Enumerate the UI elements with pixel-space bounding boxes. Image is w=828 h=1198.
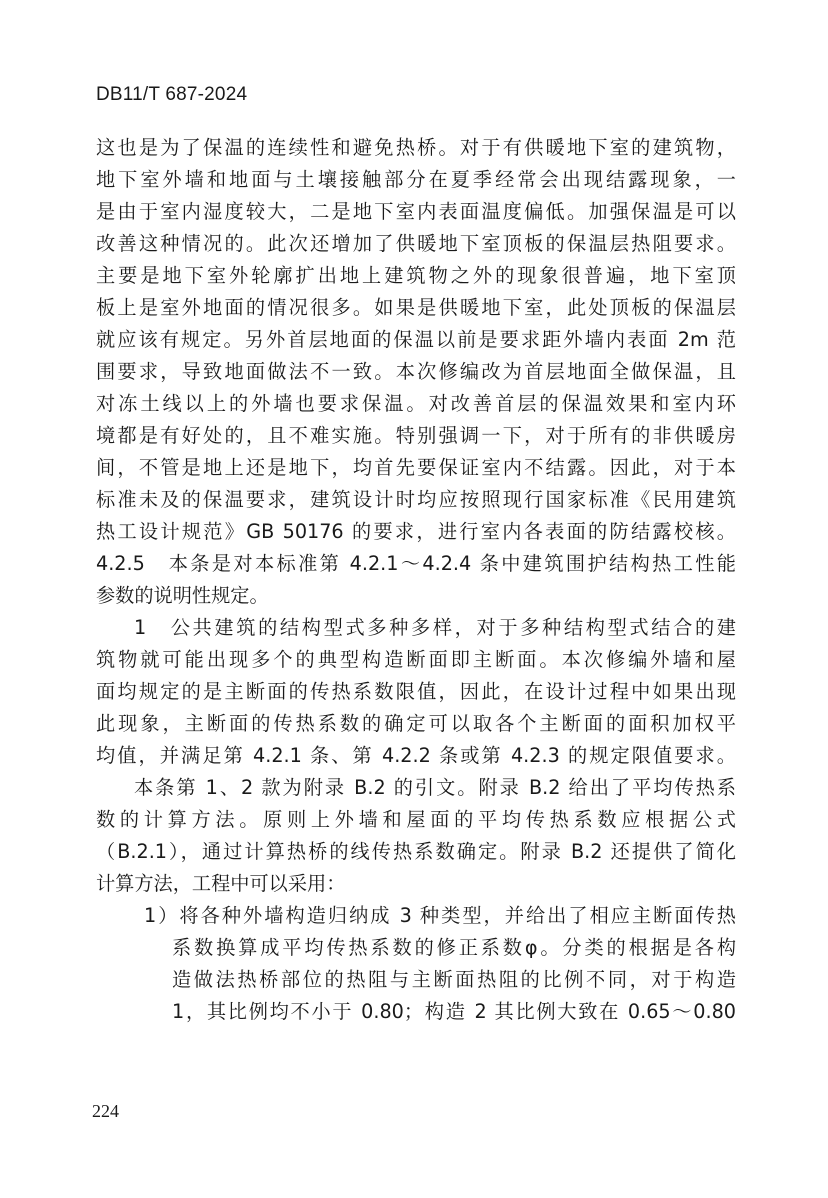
- text-line: （B.2.1），通过计算热桥的线传热系数确定。附录 B.2 还提供了简化: [96, 840, 736, 863]
- list-item-continuation: 造做法热桥部位的热阻与主断面热阻的比例不同，对于构造: [172, 968, 736, 991]
- text-line: 境都是有好处的，且不难实施。特别强调一下，对于所有的非供暖房: [96, 424, 736, 447]
- text-line: 面均规定的是主断面的传热系数限值，因此，在设计过程中如果出现: [96, 680, 736, 703]
- text-line: 这也是为了保温的连续性和避免热桥。对于有供暖地下室的建筑物，: [96, 136, 736, 159]
- text-line: 地下室外墙和地面与土壤接触部分在夏季经常会出现结露现象，一: [96, 168, 736, 191]
- list-item-continuation: 系数换算成平均传热系数的修正系数φ。分类的根据是各构: [172, 936, 736, 959]
- section-heading-4-2-5: 4.2.5 本条是对本标准第 4.2.1～4.2.4 条中建筑围护结构热工性能: [96, 552, 736, 575]
- page-number: 224: [92, 1101, 119, 1121]
- standard-code-header: DB11/T 687-2024: [96, 84, 248, 105]
- text-line: 围要求，导致地面做法不一致。本次修编改为首层地面全做保温，且: [96, 360, 736, 383]
- text-line: 均值，并满足第 4.2.1 条、第 4.2.2 条或第 4.2.3 的规定限值要求。: [96, 744, 736, 767]
- text-line: 筑物就可能出现多个的典型构造断面即主断面。本次修编外墙和屋: [96, 648, 736, 671]
- text-line: 间，不管是地上还是地下，均首先要保证室内不结露。因此，对于本: [96, 456, 736, 479]
- text-line: 热工设计规范》GB 50176 的要求，进行室内各表面的防结露校核。: [96, 520, 736, 543]
- text-line: 标准未及的保温要求，建筑设计时均应按照现行国家标准《民用建筑: [96, 488, 736, 511]
- text-line: 对冻土线以上的外墙也要求保温。对改善首层的保温效果和室内环: [96, 392, 736, 415]
- list-item-1: 1）将各种外墙构造归纳成 3 种类型，并给出了相应主断面传热: [144, 904, 736, 927]
- text-line: 参数的说明性规定。: [96, 584, 269, 607]
- text-line: 数的计算方法。原则上外墙和屋面的平均传热系数应根据公式: [96, 808, 736, 831]
- list-item-continuation: 1，其比例均不小于 0.80；构造 2 其比例大致在 0.65～0.80: [172, 1000, 736, 1023]
- text-line: 是由于室内湿度较大，二是地下室内表面温度偏低。加强保温是可以: [96, 200, 736, 223]
- text-line: 此现象，主断面的传热系数的确定可以取各个主断面的面积加权平: [96, 712, 736, 735]
- text-line: 就应该有规定。另外首层地面的保温以前是要求距外墙内表面 2m 范: [96, 328, 736, 351]
- document-body: [96, 132, 736, 1028]
- text-line: 改善这种情况的。此次还增加了供暖地下室顶板的保温层热阻要求。: [96, 232, 736, 255]
- text-line: 计算方法，工程中可以采用：: [96, 872, 346, 895]
- text-line: 板上是室外地面的情况很多。如果是供暖地下室，此处顶板的保温层: [96, 296, 736, 319]
- paragraph-start: 本条第 1、2 款为附录 B.2 的引文。附录 B.2 给出了平均传热系: [134, 776, 736, 799]
- text-line: 主要是地下室外轮廓扩出地上建筑物之外的现象很普遍，地下室顶: [96, 264, 736, 287]
- numbered-item-1: 1 公共建筑的结构型式多种多样，对于多种结构型式结合的建: [134, 616, 736, 639]
